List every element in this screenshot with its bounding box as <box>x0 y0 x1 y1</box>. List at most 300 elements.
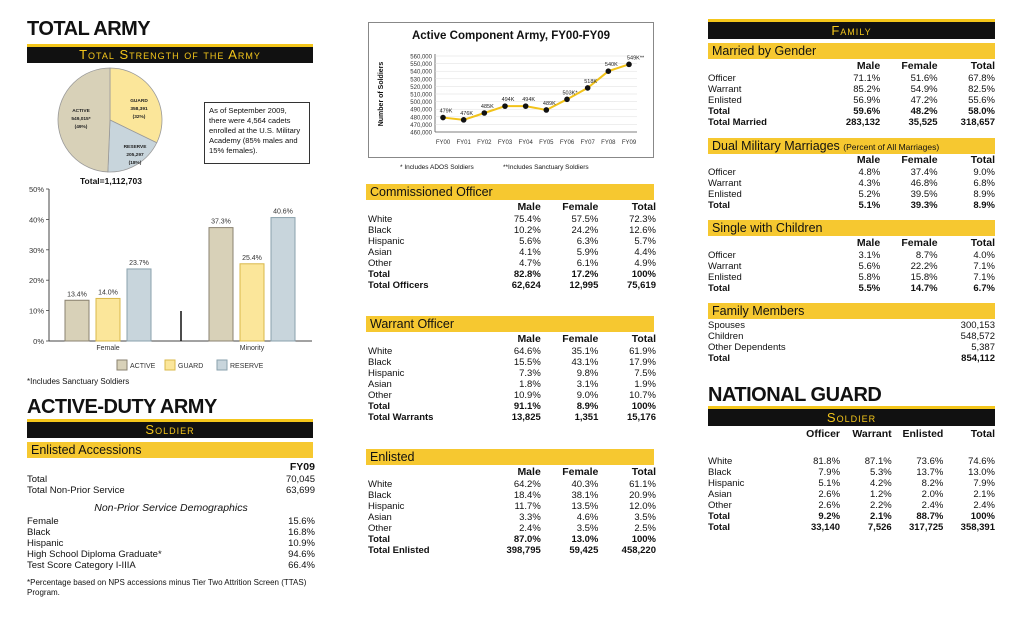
cell-value: 61.9% <box>629 346 656 357</box>
sanctuary-footnote: *Includes Sanctuary Soldiers <box>27 377 130 386</box>
line-y-tick: 560,000 <box>410 54 432 61</box>
bar-value-label: 40.6% <box>273 208 293 216</box>
commissioned-row <box>368 236 656 247</box>
cell-value: 3.1% <box>576 379 599 390</box>
row-label: Total <box>708 200 730 211</box>
accession-row <box>27 560 315 571</box>
warrant-row <box>368 346 656 357</box>
cell-value: Warrant <box>852 428 892 440</box>
cell-value: 39.3% <box>910 200 938 211</box>
married-total-row <box>708 117 995 128</box>
cell-value: 40.3% <box>571 479 599 490</box>
row-label: Total Non-Prior Service <box>27 485 125 496</box>
cell-value: Total <box>631 466 656 478</box>
row-label: Hispanic <box>368 368 405 379</box>
guard-row <box>708 489 995 500</box>
active-soldier-bar: Soldier <box>27 419 313 438</box>
cell-value: 81.8% <box>813 456 841 467</box>
row-label: Total <box>27 474 48 485</box>
commissioned-total-row <box>368 269 656 280</box>
line-point <box>502 103 508 109</box>
members-row <box>708 331 995 342</box>
enlisted-row <box>368 512 656 523</box>
cell-value: 2.6% <box>818 489 841 500</box>
cell-value: 2.4% <box>921 500 944 511</box>
enlisted-header-row <box>368 466 656 479</box>
row-label: Spouses <box>708 320 745 331</box>
commissioned-total-row <box>368 280 656 291</box>
dual-row <box>708 167 995 178</box>
x-group-label: Female <box>96 345 120 352</box>
row-label: Warrant <box>708 84 742 95</box>
cell-value: 54.9% <box>910 84 938 95</box>
row-label <box>708 428 788 441</box>
pie-label: ACTIVE <box>72 109 90 114</box>
married-header: Married by Gender <box>708 43 995 59</box>
y-tick-label: 20% <box>28 276 44 286</box>
single-total-row <box>708 283 995 294</box>
line-x-tick: FY03 <box>497 140 513 146</box>
members-table <box>708 320 995 364</box>
enlisted-total-row <box>368 545 656 556</box>
line-y-tick: 500,000 <box>410 100 432 107</box>
row-label: Total <box>708 106 730 117</box>
cell-value: 2.6% <box>818 500 841 511</box>
cell-value: 13,825 <box>511 412 541 423</box>
row-label: Black <box>368 225 392 236</box>
guard-total-row <box>708 522 995 533</box>
cell-value: 5.1% <box>818 478 841 489</box>
cell-value: 35.1% <box>571 346 599 357</box>
cell-value: 82.8% <box>513 269 541 280</box>
guard-header-row <box>708 428 995 441</box>
cell-value: 1.2% <box>870 489 892 500</box>
cell-value: Male <box>517 466 541 478</box>
cell-value: 11.7% <box>514 501 541 512</box>
enlisted-row <box>368 490 656 501</box>
cell-value: 300,153 <box>960 320 995 331</box>
row-label: Other <box>368 390 392 401</box>
row-label: Total Warrants <box>368 412 434 423</box>
line-x-tick: FY01 <box>456 140 471 146</box>
cell-value: 85.2% <box>853 84 881 95</box>
line-point <box>523 103 529 109</box>
enlisted-row <box>368 501 656 512</box>
cell-value: 3.1% <box>858 250 881 261</box>
guard-soldier-bar: Soldier <box>708 406 995 426</box>
x-group-label: Minority <box>239 345 265 352</box>
married-row <box>708 95 995 106</box>
commissioned-header: Commissioned Officer <box>366 184 654 200</box>
single-row <box>708 250 995 261</box>
cell-value: 15.6% <box>288 516 315 527</box>
warrant-row <box>368 390 656 401</box>
row-label: Officer <box>708 167 736 178</box>
demographics-table <box>27 516 315 571</box>
cell-value: 3.5% <box>634 512 656 523</box>
cell-value: Male <box>517 201 541 213</box>
line-y-tick: 460,000 <box>410 130 432 137</box>
national-guard-title: NATIONAL GUARD <box>708 384 882 406</box>
y-tick-label: 40% <box>28 215 44 225</box>
row-label: Black <box>368 490 392 501</box>
cell-value: 66.4% <box>288 560 315 571</box>
cell-value: 82.5% <box>968 84 995 95</box>
cell-value: 5.6% <box>519 236 541 247</box>
cell-value: 7.5% <box>634 368 656 379</box>
married-row <box>708 84 995 95</box>
line-y-tick: 470,000 <box>410 122 432 129</box>
bar-value-label: 23.7% <box>129 259 149 267</box>
cell-value: 2.4% <box>973 500 995 511</box>
legend-swatch <box>165 360 175 370</box>
bar-active <box>209 228 233 341</box>
line-point-label: 540K <box>604 62 618 69</box>
accessions-table <box>27 461 315 496</box>
dual-table <box>708 154 995 211</box>
cell-value: Female <box>562 333 599 345</box>
cell-value: 3.3% <box>519 512 541 523</box>
cell-value: 55.6% <box>968 95 995 106</box>
row-label: Total Married <box>708 117 767 128</box>
cell-value: 7.1% <box>973 261 995 272</box>
cell-value: 318,657 <box>960 117 995 128</box>
cell-value: 15.5% <box>513 357 541 368</box>
pie-label: RESERVE <box>123 145 147 150</box>
bar-guard <box>96 298 120 341</box>
line-point <box>606 68 612 74</box>
row-label: White <box>708 456 733 467</box>
cell-value: 854,112 <box>961 353 995 364</box>
bar-reserve <box>127 269 151 341</box>
line-point-label: 476K <box>460 110 474 117</box>
cell-value: 38.1% <box>571 490 599 501</box>
total-army-title: TOTAL ARMY <box>27 18 151 40</box>
accessions-footnote: *Percentage based on NPS accessions minus Tier Two Attrition Screen (TTAS) Program. <box>27 578 307 597</box>
row-label: High School Diploma Graduate* <box>27 549 162 560</box>
row-label <box>708 60 823 73</box>
cell-value: 12.0% <box>629 501 656 512</box>
members-total-row <box>708 353 995 364</box>
cell-value: 88.7% <box>916 511 944 522</box>
cell-value: 57.5% <box>571 214 599 225</box>
y-tick-label: 10% <box>28 306 44 316</box>
female-minority-bar-chart <box>25 183 317 383</box>
family-bar: Family <box>708 19 995 39</box>
row-label: Asian <box>368 512 392 523</box>
pie-label: (18%) <box>128 161 142 166</box>
row-label: Other <box>368 258 392 269</box>
row-label: Total Officers <box>368 280 429 291</box>
dual-header-label: Dual Military Marriages <box>712 139 840 153</box>
y-tick-label: 0% <box>33 337 44 346</box>
line-point-label: 494K <box>501 97 515 104</box>
row-label: Warrant <box>708 178 742 189</box>
cell-value: 64.2% <box>513 479 541 490</box>
y-tick-label: 30% <box>28 245 44 255</box>
line-y-tick: 530,000 <box>410 77 432 84</box>
cell-value: 15.8% <box>910 272 938 283</box>
warrant-row <box>368 379 656 390</box>
bar-value-label: 37.3% <box>211 218 231 226</box>
cell-value: 6.1% <box>576 258 599 269</box>
cell-value: 75,619 <box>626 280 656 291</box>
cell-value: 70,045 <box>285 474 315 485</box>
row-label: Black <box>708 467 732 478</box>
warrant-row <box>368 357 656 368</box>
row-label: Test Score Category I-IIIA <box>27 560 136 571</box>
cell-value: 12.6% <box>629 225 656 236</box>
cell-value: 358,391 <box>960 522 995 533</box>
cell-value: Female <box>562 201 599 213</box>
cell-value: 7.9% <box>973 478 995 489</box>
row-label: Hispanic <box>27 538 64 549</box>
row-label: White <box>368 214 393 225</box>
cell-value: 59,425 <box>569 545 599 556</box>
dual-row <box>708 189 995 200</box>
cell-value: 5.7% <box>634 236 656 247</box>
cell-value: 12,995 <box>569 280 599 291</box>
guard-table <box>708 428 995 533</box>
enlisted-row <box>368 479 656 490</box>
cell-value: 317,725 <box>908 522 944 533</box>
row-label: Asian <box>368 379 392 390</box>
cell-value: Female <box>562 466 599 478</box>
row-label: Total <box>368 401 390 412</box>
cell-value: 14.7% <box>910 283 938 294</box>
cell-value: 2.0% <box>921 489 944 500</box>
row-label: Total <box>708 283 730 294</box>
pie-label: (49%) <box>74 125 88 130</box>
cell-value: 4.8% <box>858 167 881 178</box>
members-header: Family Members <box>708 303 995 319</box>
cell-value: 72.3% <box>629 214 656 225</box>
line-x-tick: FY05 <box>539 140 554 146</box>
cell-value: 73.6% <box>916 456 944 467</box>
dual-header-note: (Percent of All Marriages) <box>843 142 940 152</box>
line-point <box>626 62 632 68</box>
line-point <box>440 115 446 121</box>
cell-value: 64.6% <box>513 346 541 357</box>
cell-value: 37.4% <box>910 167 938 178</box>
cell-value: Female <box>901 60 938 72</box>
row-label: Enlisted <box>708 272 742 283</box>
cell-value: 4.2% <box>870 478 892 489</box>
enlisted-accessions-header: Enlisted Accessions <box>27 442 313 458</box>
row-label: Total <box>368 534 390 545</box>
cell-value: 87.0% <box>513 534 541 545</box>
cell-value: 100% <box>631 269 656 280</box>
row-label: Total <box>368 269 390 280</box>
cell-value: 59.6% <box>853 106 881 117</box>
demographics-title: Non-Prior Service Demographics <box>94 502 248 514</box>
row-label: Enlisted <box>708 95 742 106</box>
cell-value: 5.3% <box>870 467 892 478</box>
dual-row <box>708 178 995 189</box>
commissioned-row <box>368 258 656 269</box>
cell-value: 10.9% <box>513 390 541 401</box>
line-y-tick: 520,000 <box>410 84 432 91</box>
cell-value: 5.2% <box>858 189 881 200</box>
accession-row <box>27 527 315 538</box>
line-point-label: 518K <box>584 78 598 85</box>
cell-value: 2.1% <box>973 489 995 500</box>
dual-header <box>708 138 995 154</box>
cell-value: 4.9% <box>634 258 656 269</box>
cell-value: 24.2% <box>571 225 599 236</box>
cell-value: 58.0% <box>968 106 995 117</box>
married-table <box>708 60 995 128</box>
cell-value: 100% <box>970 511 995 522</box>
line-y-tick: 510,000 <box>410 92 432 99</box>
cell-value: 94.6% <box>288 549 315 560</box>
row-label: Asian <box>368 247 392 258</box>
accession-row <box>27 549 315 560</box>
cell-value: 5.8% <box>858 272 881 283</box>
cell-value: 9.0% <box>973 167 995 178</box>
cell-value: Male <box>856 237 881 249</box>
single-row <box>708 272 995 283</box>
row-label <box>368 201 483 214</box>
row-label: Total <box>708 511 730 522</box>
cell-value: 51.6% <box>910 73 938 84</box>
cell-value: 61.1% <box>629 479 656 490</box>
legend-label: RESERVE <box>230 363 264 370</box>
cell-value: 7.9% <box>818 467 841 478</box>
cell-value: Male <box>856 60 881 72</box>
cell-value: 75.4% <box>513 214 541 225</box>
cell-value: 100% <box>631 534 656 545</box>
line-y-tick: 550,000 <box>410 62 432 69</box>
cell-value: 33,140 <box>810 522 841 533</box>
cell-value: 100% <box>631 401 656 412</box>
enlisted-row <box>368 523 656 534</box>
line-chart-title: Active Component Army, FY00-FY09 <box>411 30 611 42</box>
married-header-row <box>708 60 995 73</box>
row-label: Children <box>708 331 744 342</box>
commissioned-row <box>368 214 656 225</box>
active-army-line-chart <box>369 44 653 157</box>
line-y-tick: 480,000 <box>410 115 432 122</box>
pie-label: GUARD <box>130 99 148 104</box>
pie-label: 549,015* <box>71 117 91 122</box>
cell-value: 87.1% <box>864 456 892 467</box>
cell-value: 46.8% <box>910 178 938 189</box>
row-label: White <box>368 346 393 357</box>
dual-header-row <box>708 154 995 167</box>
members-row <box>708 320 995 331</box>
cell-value: 10.7% <box>629 390 656 401</box>
row-label: Hispanic <box>368 236 405 247</box>
cell-value: 6.7% <box>973 283 995 294</box>
cell-value: 91.1% <box>513 401 541 412</box>
commissioned-row <box>368 247 656 258</box>
single-row <box>708 261 995 272</box>
cell-value: 7,526 <box>867 522 892 533</box>
row-label: Black <box>27 527 51 538</box>
cell-value: 7.3% <box>519 368 541 379</box>
cell-value: 2.1% <box>870 511 892 522</box>
cell-value: 56.9% <box>853 95 881 106</box>
line-footnote-ados: * Includes ADOS Soldiers <box>400 164 474 171</box>
row-label: Enlisted <box>708 189 742 200</box>
cadet-callout: As of September 2009, there were 4,564 cadets enrolled at the U.S. Military Academy (85% males and 15% females). <box>204 102 310 164</box>
row-label: Black <box>368 357 392 368</box>
line-point <box>544 107 550 113</box>
cell-value: 4.0% <box>973 250 995 261</box>
row-label: Other <box>368 523 392 534</box>
bar-value-label: 25.4% <box>242 254 262 262</box>
cell-value: Total <box>631 201 656 213</box>
row-label: Officer <box>708 250 736 261</box>
legend-swatch <box>217 360 227 370</box>
bar-guard <box>240 264 264 341</box>
cell-value: Female <box>901 154 938 166</box>
cell-value: 39.5% <box>910 189 938 200</box>
line-point-label: 494K <box>522 97 536 104</box>
legend-swatch <box>117 360 127 370</box>
cell-value: 17.9% <box>629 357 656 368</box>
line-y-tick: 540,000 <box>410 69 432 76</box>
accession-row <box>27 516 315 527</box>
married-row <box>708 73 995 84</box>
cell-value: 5,387 <box>971 342 995 353</box>
row-label: Asian <box>708 489 732 500</box>
row-label: Officer <box>708 73 736 84</box>
cell-value: 1.8% <box>519 379 541 390</box>
cell-value: 5.5% <box>858 283 881 294</box>
row-label: Total Enlisted <box>368 545 430 556</box>
cell-value: Enlisted <box>902 428 944 440</box>
cell-value: 5.9% <box>576 247 599 258</box>
row-label: Other <box>708 500 732 511</box>
row-label <box>368 333 483 346</box>
cell-value: 13.0% <box>968 467 995 478</box>
cell-value: 8.7% <box>915 250 938 261</box>
single-header-row <box>708 237 995 250</box>
cell-value: 8.9% <box>973 189 995 200</box>
guard-total-row <box>708 511 995 522</box>
single-table <box>708 237 995 294</box>
cell-value: 4.7% <box>519 258 541 269</box>
cell-value: 35,525 <box>908 117 938 128</box>
cell-value: 4.1% <box>519 247 541 258</box>
single-header: Single with Children <box>708 220 995 236</box>
warrant-row <box>368 368 656 379</box>
guard-row <box>708 500 995 511</box>
line-x-tick: FY02 <box>477 140 492 146</box>
warrant-total-row <box>368 412 656 423</box>
cell-value: 16.8% <box>288 527 315 538</box>
row-label: Warrant <box>708 261 742 272</box>
cell-value: 17.2% <box>571 269 599 280</box>
cell-value: 67.8% <box>968 73 995 84</box>
cell-value: 74.6% <box>968 456 995 467</box>
line-x-tick: FY08 <box>601 140 616 146</box>
legend-label: GUARD <box>178 363 204 370</box>
pie-label: 205,297 <box>126 153 144 158</box>
cell-value: 71.1% <box>853 73 881 84</box>
line-y-tick: 490,000 <box>410 107 432 114</box>
cell-value: 47.2% <box>910 95 938 106</box>
accessions-col-fy09: FY09 <box>289 461 315 473</box>
cell-value: 9.8% <box>576 368 599 379</box>
members-row <box>708 342 995 353</box>
guard-row <box>708 467 995 478</box>
line-y-axis-label: Number of Soldiers <box>378 61 385 127</box>
guard-row <box>708 478 995 489</box>
cell-value: 2.5% <box>634 523 656 534</box>
